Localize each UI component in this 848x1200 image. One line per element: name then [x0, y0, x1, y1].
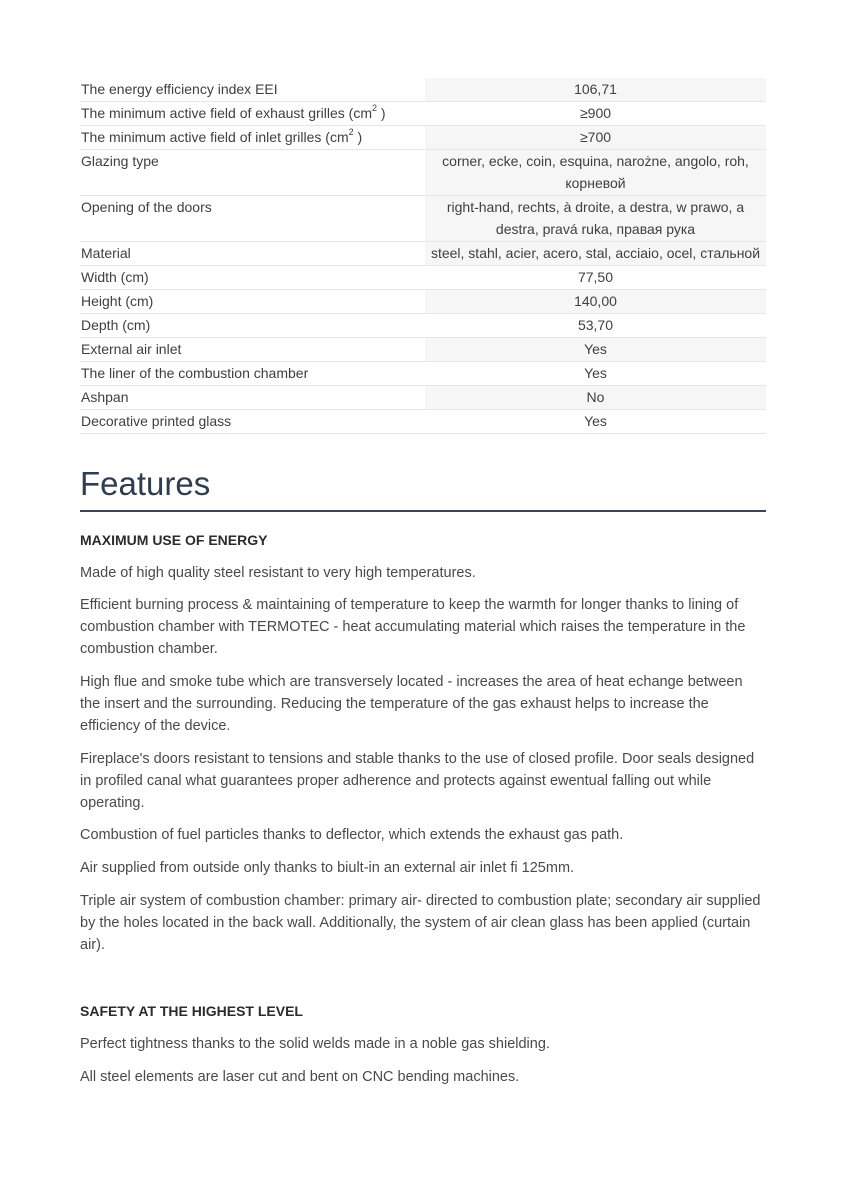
- spec-label: External air inlet: [80, 338, 425, 362]
- paragraph: Efficient burning process & maintaining of temperature to keep the warmth for longer thanks to lining of combustion chamber with TERMOTEC - heat accumulating material which raises the temperature in the combustion chamber.: [80, 597, 746, 657]
- paragraph: High flue and smoke tube which are transversely located - increases the area of heat echange between the insert and the surrounding. Reducing the temperature of the gas exhaust helps to increase the efficiency of the device.: [80, 674, 743, 734]
- spec-label-tail: ): [353, 129, 363, 145]
- spec-value: 77,50: [425, 266, 766, 290]
- spec-value: right-hand, rechts, à droite, a destra, w prawo, a destra, pravá ruka, правая рука: [425, 196, 766, 242]
- table-row: [80, 338, 766, 362]
- table-row: [80, 196, 766, 242]
- features-title: Features: [80, 465, 211, 502]
- paragraph: Triple air system of combustion chamber: primary air- directed to combustion plate; secondary air supplied by the holes located in the back wall. Additionally, the system of air clean glass has been applied (curtain air).: [80, 893, 761, 953]
- table-row: [80, 314, 766, 338]
- spec-label: The energy efficiency index EEI: [80, 78, 425, 102]
- spec-value: corner, ecke, coin, esquina, narożne, angolo, roh, корневой: [425, 150, 766, 196]
- spec-label: [80, 126, 425, 150]
- table-row: [80, 102, 766, 126]
- table-row: [80, 242, 766, 266]
- spec-label: Glazing type: [80, 150, 425, 196]
- spec-label: Height (cm): [80, 290, 425, 314]
- table-row: [80, 78, 766, 102]
- spec-label: Opening of the doors: [80, 196, 425, 242]
- spec-label: Decorative printed glass: [80, 410, 425, 434]
- spec-label-tail: ): [377, 105, 386, 121]
- section-heading-safety: SAFETY AT THE HIGHEST LEVEL: [80, 1003, 303, 1019]
- table-row: [80, 266, 766, 290]
- spec-value: Yes: [425, 338, 766, 362]
- spec-label: Material: [80, 242, 425, 266]
- paragraph: Perfect tightness thanks to the solid welds made in a noble gas shielding.: [80, 1036, 550, 1052]
- spec-label: Depth (cm): [80, 314, 425, 338]
- section-heading-energy: MAXIMUM USE OF ENERGY: [80, 532, 268, 548]
- superscript: 2: [372, 103, 378, 114]
- table-row: [80, 410, 766, 434]
- paragraph: All steel elements are laser cut and bent on CNC bending machines.: [80, 1069, 520, 1085]
- spec-label-text: The minimum active field of inlet grilles (cm: [81, 129, 349, 145]
- paragraph: Fireplace's doors resistant to tensions and stable thanks to the use of closed profile. Door seals designed in profiled canal what guarantees proper adherence and protects against ewentual falling out while operating.: [80, 751, 755, 811]
- table-row: [80, 386, 766, 410]
- spec-value: 140,00: [425, 290, 766, 314]
- spec-value: ≥900: [425, 102, 766, 126]
- spec-value: No: [425, 386, 766, 410]
- table-row: [80, 150, 766, 196]
- spec-value: steel, stahl, acier, acero, stal, acciaio, ocel, стальной: [425, 242, 766, 266]
- spec-label-text: The minimum active field of exhaust grilles (cm: [81, 105, 372, 121]
- spec-value: ≥700: [425, 126, 766, 150]
- table-row: [80, 290, 766, 314]
- paragraph: Air supplied from outside only thanks to biult-in an external air inlet fi 125mm.: [80, 860, 575, 876]
- section-divider: [80, 510, 766, 512]
- spec-value: 106,71: [425, 78, 766, 102]
- superscript: 2: [348, 127, 354, 138]
- table-row: [80, 362, 766, 386]
- spec-table: [80, 78, 766, 434]
- table-row: [80, 126, 766, 150]
- spec-label: Width (cm): [80, 266, 425, 290]
- spec-label: The liner of the combustion chamber: [80, 362, 425, 386]
- spec-label: [80, 102, 425, 126]
- spec-label: Ashpan: [80, 386, 425, 410]
- paragraph: Made of high quality steel resistant to very high temperatures.: [80, 565, 476, 581]
- spec-value: Yes: [425, 410, 766, 434]
- spec-value: 53,70: [425, 314, 766, 338]
- paragraph: Combustion of fuel particles thanks to deflector, which extends the exhaust gas path.: [80, 827, 624, 843]
- spec-value: Yes: [425, 362, 766, 386]
